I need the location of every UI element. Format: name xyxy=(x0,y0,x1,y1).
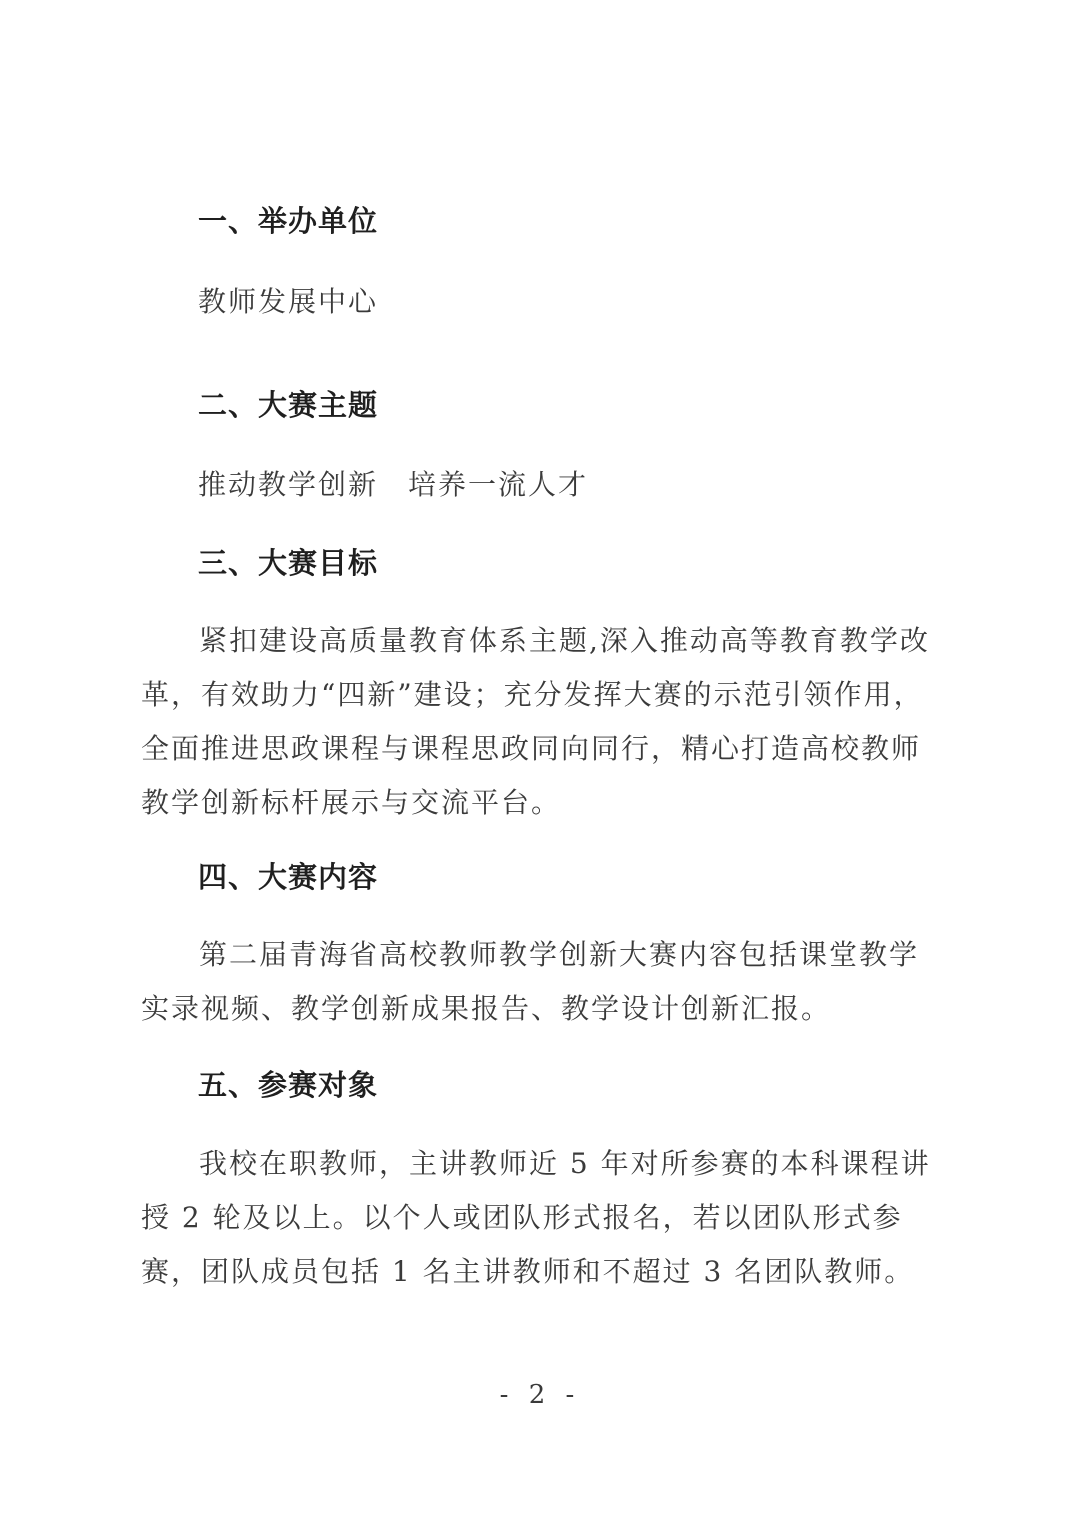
section-body-theme: 推动教学创新 培养一流人才 xyxy=(198,468,589,501)
section-heading-content: 四、大赛内容 xyxy=(198,860,379,894)
section-heading-theme: 二、大赛主题 xyxy=(198,388,379,422)
section-body-organizer: 教师发展中心 xyxy=(198,285,379,318)
section-body-participants: 我校在职教师，主讲教师近 5 年对所参赛的本科课程讲授 2 轮及以上。以个人或团队形式报名，若以团队形式参赛，团队成员包括 1 名主讲教师和不超过 3 名团队教师。 xyxy=(141,1147,931,1288)
section-heading-goal: 三、大赛目标 xyxy=(198,546,379,580)
page-number: - 2 - xyxy=(499,1380,581,1410)
section-heading-organizer: 一、举办单位 xyxy=(198,204,379,238)
section-body-goal: 紧扣建设高质量教育体系主题,深入推动高等教育教学改革，有效助力“四新”建设；充分发挥大赛的示范引领作用，全面推进思政课程与课程思政同向同行，精心打造高校教师教学创新标杆展示与交流平台。 xyxy=(141,624,930,819)
section-body-content: 第二届青海省高校教师教学创新大赛内容包括课堂教学实录视频、教学创新成果报告、教学设计创新汇报。 xyxy=(141,938,920,1025)
section-heading-participants: 五、参赛对象 xyxy=(198,1068,379,1102)
